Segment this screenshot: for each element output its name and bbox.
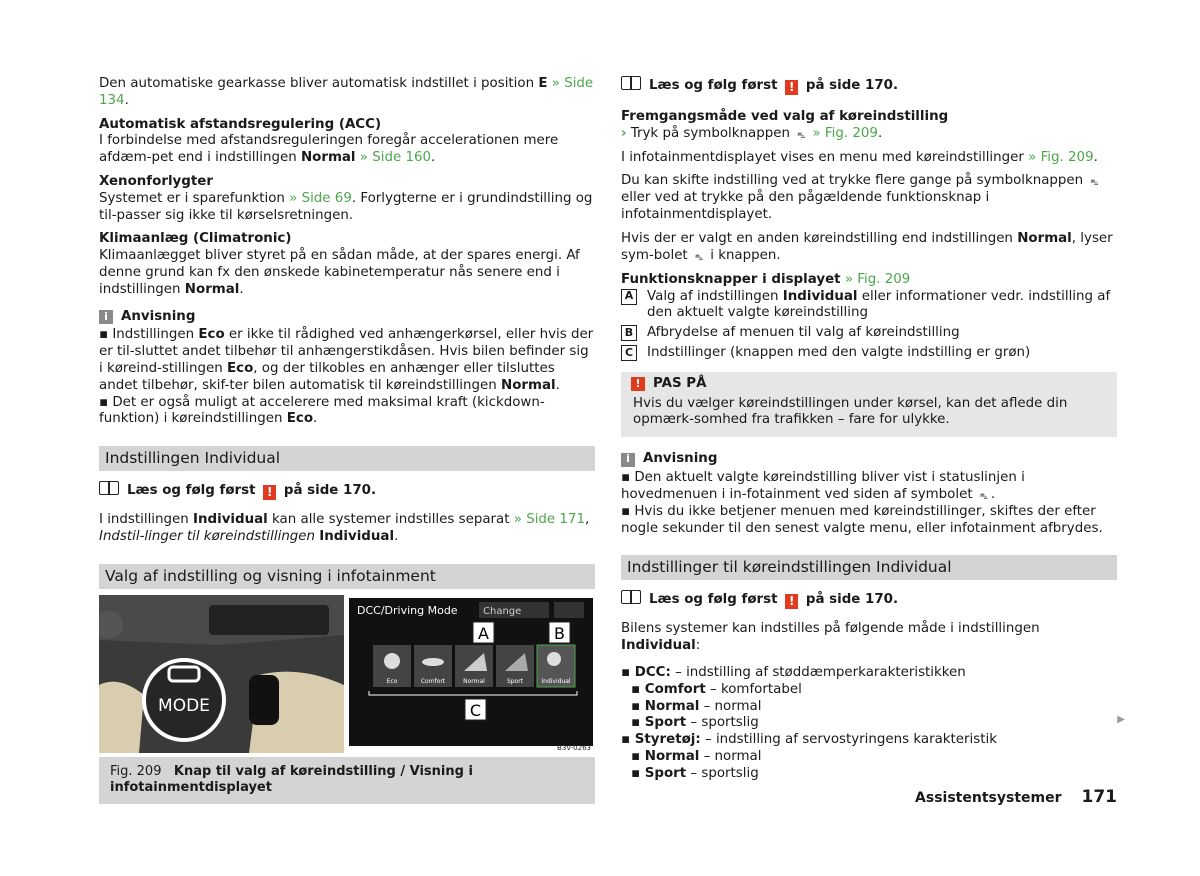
caution-icon: !	[631, 377, 645, 391]
page-number: 171	[1081, 787, 1117, 807]
procedure-paragraph: Fremgangsmåde ved valg af køreindstilling › Tryk på symbolknappen ⛍ » Fig. 209.	[621, 109, 1117, 143]
note-right-1: ▪ Den aktuelt valgte køreindstilling bliver vist i statuslinjen i hovedmenuen i in-fotainment ved siden af symbolet ⛍ .	[621, 470, 1025, 502]
caution-heading: ! PAS PÅ	[631, 376, 1107, 393]
list-item: ▪ Styretøj: – indstilling af servostyringens karakteristik	[621, 732, 997, 748]
switch-paragraph: Du kan skifte indstilling ved at trykke flere gange på symbolknappen ⛍ eller ved at trykke på den pågældende funktionsknap i infotainmentdisplayet.	[621, 173, 1117, 224]
note-right-2: ▪ Hvis du ikke betjener menuen med køreindstillinger, skiftes der efter nogle sekunder til den senest valgte menu, eller infotainment afbrydes.	[621, 503, 1103, 536]
systems-paragraph: Bilens systemer kan indstilles på følgende måde i indstillingen Individual:	[621, 621, 1040, 654]
figure-code: B3V-0263	[557, 743, 591, 752]
mode-tiles	[373, 645, 575, 687]
tile-comfort-label: Comfort	[420, 677, 446, 685]
list-item: ▪ Comfort – komfortabel	[631, 681, 802, 697]
screen-title: DCC/Driving Mode	[357, 603, 458, 617]
continue-arrow-icon: ▶	[1117, 714, 1125, 725]
figure-illustration	[99, 595, 595, 753]
legend-a: A Valg af indstillingen Individual eller informationer vedr. indstilling af den aktuelt valgte køreindstilling	[621, 289, 1117, 323]
settings-list	[621, 665, 1117, 783]
section-heading-infotainment: Valg af indstilling og visning i infotainment	[99, 564, 595, 589]
tile-normal-label: Normal	[463, 677, 485, 685]
link-side-69[interactable]: » Side 69	[289, 190, 352, 206]
label-b-box: B	[621, 325, 637, 341]
legend-c: C Indstillinger (knappen med den valgte indstilling er grøn)	[621, 345, 1117, 362]
note-2: ▪ Det er også muligt at accelerere med maksimal kraft (kickdown-funktion) i køreindstillingen Eco.	[99, 394, 545, 427]
note-heading: i Anvisning	[99, 309, 595, 326]
footer-section: Assistentsystemer	[915, 790, 1062, 806]
label-a-box: A	[621, 289, 637, 305]
note-heading-right: i Anvisning	[621, 451, 1117, 468]
figure-caption: Fig. 209 Knap til valg af køreindstilling / Visning i infotainmentdisplayet	[99, 757, 595, 805]
tile-eco-label: Eco	[386, 677, 398, 685]
warning-icon: !	[785, 80, 798, 95]
label-c-box: C	[621, 345, 637, 361]
section-heading-individual-settings: Indstillinger til køreindstillingen Individual	[621, 555, 1117, 580]
fig-label-b: B	[554, 623, 565, 643]
read-first-right: Læs og følg først ! på side 170.	[621, 76, 1117, 95]
list-item: ▪ Normal – normal	[631, 698, 762, 714]
left-column	[99, 76, 595, 804]
read-first: Læs og følg først ! på side 170.	[99, 481, 595, 500]
warning-icon: !	[785, 594, 798, 609]
change-label: Change	[483, 605, 522, 617]
read-first-right-2: Læs og følg først ! på side 170.	[621, 590, 1117, 609]
book-icon	[621, 590, 641, 604]
note-1: ▪ Indstillingen Eco er ikke til rådighed ved anhængerkørsel, eller hvis der er til-sluttet andet tilbehør til anhængerstikdåsen. Hvis bilen befinder sig i køreind-stillingen Eco, og der tilkobles en anhænger eller tilsluttes andet tilbehør, skif-ter bilen automatisk til køreindstillingen Normal.	[99, 327, 594, 393]
tile-sport-label: Sport	[506, 677, 524, 685]
acc-paragraph: Automatisk afstandsregulering (ACC) I forbindelse med afstandsreguleringen foregår accelerationen mere afdæm-pet end i indstillingen Normal » Side 160.	[99, 117, 595, 167]
procedure-heading: Fremgangsmåde ved valg af køreindstilling	[621, 108, 949, 124]
legend-b: B Afbrydelse af menuen til valg af køreindstilling	[621, 325, 1117, 342]
list-item: ▪ Sport – sportslig	[631, 715, 759, 731]
link-fig-209[interactable]: » Fig. 209	[844, 271, 911, 287]
link-side-171[interactable]: » Side 171	[513, 512, 585, 528]
warning-icon: !	[263, 485, 276, 500]
link-side-160[interactable]: » Side 160	[359, 150, 432, 166]
figure-209	[99, 595, 595, 753]
individual-paragraph: I indstillingen Individual kan alle systemer indstilles separat » Side 171, Indstil-linger til køreindstillingen Individual.	[99, 512, 590, 544]
lit-paragraph: Hvis der er valgt en anden køreindstilling end indstillingen Normal, lyser sym-bolet ⛍ i knappen.	[621, 231, 1113, 263]
gear-icon	[547, 652, 561, 666]
link-side-134[interactable]: » Side 134	[99, 76, 594, 108]
comfort-icon	[422, 658, 444, 666]
list-item: ▪ DCC: – indstilling af støddæmperkarakteristikken	[621, 664, 966, 680]
function-keys-heading: Funktionsknapper i displayet » Fig. 209	[621, 271, 911, 287]
page-footer	[915, 787, 1117, 807]
book-icon	[621, 76, 641, 90]
info-icon: i	[621, 453, 635, 467]
acc-heading: Automatisk afstandsregulering (ACC)	[99, 116, 382, 132]
link-fig-209[interactable]: » Fig. 209	[1028, 149, 1094, 165]
mode-car-icon: ⛍	[797, 130, 806, 140]
fig-label-a: A	[478, 623, 489, 643]
climate-paragraph: Klimaanlæg (Climatronic) Klimaanlægget bliver styret på en sådan måde, at der spares energi. Af denne grund kan fx den ønskede kabinetemperatur nås senere end i indstillingen Normal.	[99, 231, 595, 298]
caution-box	[621, 372, 1117, 437]
info-icon: i	[99, 310, 113, 324]
menu-paragraph: I infotainmentdisplayet vises en menu med køreindstillinger » Fig. 209.	[621, 149, 1098, 165]
xenon-heading: Xenonforlygter	[99, 173, 213, 189]
leaf-icon	[384, 653, 400, 669]
book-icon	[99, 481, 119, 495]
section-heading-individual: Indstillingen Individual	[99, 446, 595, 471]
right-column	[621, 76, 1117, 783]
mode-car-icon: ⛍	[1090, 178, 1099, 188]
mode-button-label: MODE	[158, 695, 210, 716]
list-item: ▪ Normal – normal	[631, 748, 762, 764]
gearbox-paragraph: Den automatiske gearkasse bliver automatisk indstillet i position E » Side 134.	[99, 76, 594, 108]
mode-car-icon: ⛍	[694, 252, 704, 262]
link-fig-209[interactable]: » Fig. 209	[812, 125, 878, 141]
car-icon: ⛍	[979, 491, 988, 501]
xenon-paragraph: Xenonforlygter Systemet er i sparefunktion » Side 69. Forlygterne er i grundindstilling og til-passer sig ikke til kørselsretningen.	[99, 174, 595, 224]
tile-individual-label: Individual	[541, 677, 571, 685]
list-item: ▪ Sport – sportslig	[631, 765, 759, 781]
climate-heading: Klimaanlæg (Climatronic)	[99, 231, 292, 247]
caution-text: Hvis du vælger køreindstillingen under kørsel, kan det aflede din opmærk-somhed fra trafikken – fare for ulykke.	[633, 395, 1068, 428]
fig-label-c: C	[469, 700, 482, 720]
